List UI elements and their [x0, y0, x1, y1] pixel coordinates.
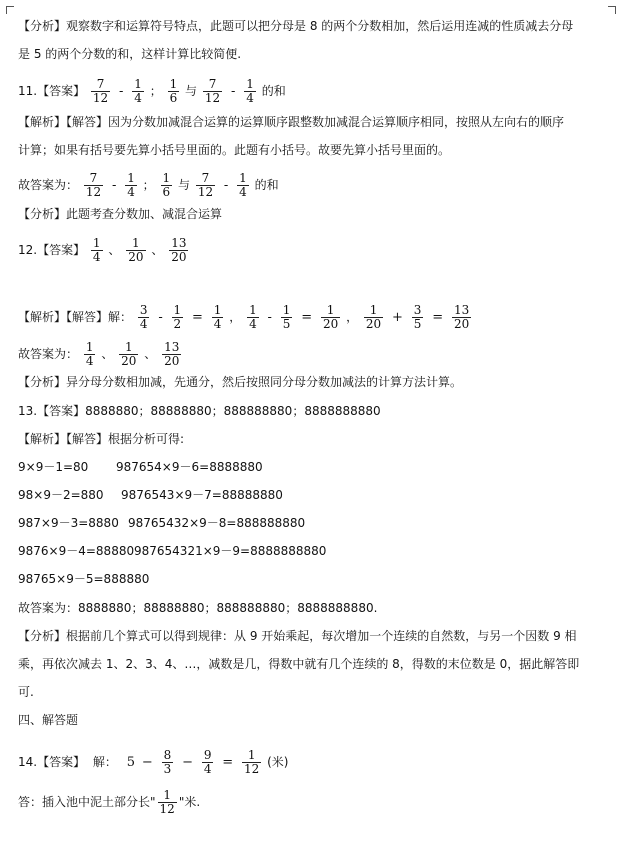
math-operator: −	[182, 755, 193, 770]
corner-mark-right	[608, 6, 616, 14]
fraction	[84, 341, 96, 368]
fraction	[364, 304, 383, 331]
q13-row-2	[18, 486, 283, 504]
q13-row-5	[18, 570, 149, 588]
fraction-numerator: 1	[163, 788, 171, 802]
text-span: 、	[108, 243, 121, 257]
fraction	[91, 237, 103, 264]
fraction-denominator: 5	[413, 317, 422, 331]
fraction-denominator: 4	[92, 250, 101, 264]
fraction-denominator: 20	[322, 317, 339, 331]
text-span: 5	[126, 755, 136, 770]
fraction-denominator: 4	[246, 91, 254, 105]
answer-label: 11.【答案】	[18, 84, 86, 98]
q11-explanation-line2: 计算；如果有括号要先算小括号里面的。此题有小括号。故要先算小括号里面的。	[18, 143, 451, 157]
fraction-denominator: 4	[127, 185, 135, 199]
math-operator: +	[392, 310, 403, 325]
fraction-denominator: 4	[249, 317, 257, 331]
fraction-numerator: 1	[162, 171, 171, 185]
fraction	[452, 304, 471, 331]
text-span: 9×9－1=80	[18, 460, 89, 474]
fraction-numerator: 7	[208, 77, 217, 91]
q12-answer	[18, 237, 190, 264]
q12-explanation	[18, 304, 473, 331]
fraction	[237, 172, 249, 199]
q11-so-answer	[18, 172, 279, 199]
fraction-numerator: 1	[369, 303, 378, 317]
fraction	[162, 341, 181, 368]
text-span: 答：插入池中泥土部分长"	[18, 795, 156, 809]
fraction	[203, 78, 222, 105]
fraction-denominator: 4	[239, 185, 247, 199]
text-span: 9876×9－4=88880	[18, 544, 135, 558]
q11-analysis: 【分析】此题考查分数加、减混合运算	[18, 207, 223, 221]
math-operator: =	[192, 310, 203, 325]
text-span: 9876543×9－7=88888880	[121, 488, 283, 502]
text-span: 【解析】【解答】解：	[18, 310, 133, 324]
fraction-denominator: 4	[134, 91, 142, 105]
math-operator: -	[119, 84, 124, 99]
fraction-numerator: 1	[247, 748, 256, 762]
fraction	[202, 749, 214, 776]
fraction-denominator: 20	[121, 354, 137, 368]
fraction	[119, 341, 138, 368]
q10-analysis-line2: 是 5 的两个分数的和，这样计算比较简便.	[18, 47, 242, 61]
text-span: ；	[149, 84, 162, 98]
fraction-numerator: 1	[249, 303, 257, 317]
fraction-denominator: 20	[453, 317, 470, 331]
fraction-numerator: 13	[453, 303, 470, 317]
fraction	[212, 304, 224, 331]
fraction-denominator: 12	[85, 185, 102, 199]
fraction-denominator: 12	[92, 91, 109, 105]
q14-reply	[18, 789, 200, 816]
text-span: 987×9－3=8880	[18, 516, 119, 530]
fraction	[321, 304, 340, 331]
fraction-numerator: 1	[132, 236, 140, 250]
math-operator: -	[223, 178, 229, 193]
q13-answer: 13.【答案】8888880；88888880；888888880；8888888880	[18, 404, 381, 418]
text-span: 、	[101, 347, 114, 361]
fraction-denominator: 12	[244, 762, 260, 776]
q13-analysis-line1: 【分析】根据前几个算式可以得到规律：从 9 开始乘起，每次增加一个连续的自然数，与另一个因数 9 相	[18, 629, 577, 643]
fraction-numerator: 1	[169, 77, 178, 91]
fraction-numerator: 1	[173, 303, 182, 317]
text-span: 的和	[261, 84, 286, 98]
fraction-denominator: 12	[204, 91, 221, 105]
fraction-numerator: 1	[85, 340, 94, 354]
fraction-numerator: 13	[164, 340, 180, 354]
answer-label: 12.【答案】	[18, 243, 86, 257]
fraction-denominator: 4	[203, 762, 212, 776]
fraction	[247, 304, 259, 331]
math-operator: =	[301, 310, 313, 325]
fraction-denominator: 20	[171, 250, 187, 264]
text-span: ，	[346, 310, 359, 324]
text-span: 、	[144, 347, 157, 361]
text-span: 98765×9－5=888880	[18, 572, 150, 586]
fraction	[281, 304, 293, 331]
fraction	[172, 304, 184, 331]
fraction-numerator: 1	[134, 77, 142, 91]
fraction-denominator: 20	[164, 354, 180, 368]
q13-analysis-line3: 可.	[18, 685, 34, 699]
text-span: 故答案为：	[18, 178, 79, 192]
fraction-numerator: 8	[163, 748, 172, 762]
fraction-denominator: 6	[162, 185, 171, 199]
math-operator: -	[231, 84, 236, 99]
fraction-denominator: 2	[173, 317, 182, 331]
fraction-denominator: 12	[197, 185, 214, 199]
fraction-numerator: 3	[413, 303, 422, 317]
fraction-numerator: 7	[201, 171, 210, 185]
q12-so-answer	[18, 341, 183, 368]
math-operator: =	[222, 755, 234, 770]
fraction-numerator: 7	[89, 171, 98, 185]
fraction	[168, 78, 180, 105]
q13-row-4	[18, 542, 326, 560]
q13-so-answer: 故答案为：8888880；88888880；888888880；8888888880.	[18, 601, 378, 615]
fraction	[126, 237, 145, 264]
fraction-denominator: 4	[213, 317, 222, 331]
math-operator: −	[141, 755, 153, 770]
text-span: 987654321×9－9=8888888880	[134, 544, 327, 558]
text-span: ；	[142, 178, 155, 192]
fraction-denominator: 20	[365, 317, 382, 331]
q13-explanation: 【解析】【解答】根据分析可得:	[18, 432, 185, 446]
fraction-numerator: 9	[203, 748, 212, 762]
text-span: 的和	[254, 178, 279, 192]
fraction-denominator: 3	[163, 762, 172, 776]
text-span: "米.	[178, 795, 201, 809]
section-title: 四、解答题	[18, 713, 79, 727]
fraction	[169, 237, 188, 264]
text-span: 98×9－2=880	[18, 488, 104, 502]
text-span: ，	[229, 310, 242, 324]
q14-answer	[18, 749, 289, 776]
fraction-denominator: 4	[139, 317, 148, 331]
fraction-numerator: 3	[139, 303, 148, 317]
fraction	[196, 172, 215, 199]
math-operator: -	[267, 310, 272, 325]
fraction-numerator: 7	[96, 77, 105, 91]
q13-row-3	[18, 514, 305, 532]
q10-analysis-line1: 【分析】观察数字和运算符号特点，此题可以把分母是 8 的两个分数相加，然后运用连减的性质减去分母	[18, 19, 574, 33]
fraction-numerator: 1	[127, 171, 135, 185]
q11-explanation-line1: 【解析】【解答】因为分数加减混合运算的运算顺序跟整数加减混合运算顺序相同，按照从左向右的顺序	[18, 115, 565, 129]
fraction-denominator: 4	[85, 354, 94, 368]
fraction-denominator: 6	[169, 91, 178, 105]
fraction	[91, 78, 110, 105]
text-span: (米)	[267, 755, 289, 769]
fraction-numerator: 1	[239, 171, 247, 185]
fraction	[161, 172, 173, 199]
fraction	[242, 749, 261, 776]
fraction	[138, 304, 150, 331]
math-operator: =	[432, 310, 444, 325]
math-operator: -	[158, 310, 163, 325]
fraction	[162, 749, 174, 776]
fraction-numerator: 1	[92, 236, 101, 250]
fraction-denominator: 5	[282, 317, 291, 331]
answer-label: 14.【答案】	[18, 755, 86, 769]
text-span: 与	[185, 84, 198, 98]
fraction-numerator: 1	[213, 303, 222, 317]
fraction-numerator: 13	[171, 236, 187, 250]
q13-row-1	[18, 458, 263, 476]
text-span: 解：	[92, 755, 117, 769]
corner-mark-left	[6, 6, 14, 14]
fraction-numerator: 1	[246, 77, 254, 91]
q13-analysis-line2: 乘，再依次减去 1、2、3、4、…，减数是几，得数中就有几个连续的 8，得数的末位数是 0，据此解答即	[18, 657, 580, 671]
text-span: 故答案为：	[18, 347, 79, 361]
fraction	[84, 172, 103, 199]
fraction-numerator: 1	[124, 340, 133, 354]
fraction	[125, 172, 137, 199]
text-span: 与	[177, 178, 190, 192]
text-span: 987654×9－6=8888880	[116, 460, 263, 474]
fraction	[132, 78, 144, 105]
fraction-denominator: 20	[128, 250, 144, 264]
fraction-numerator: 1	[326, 303, 335, 317]
fraction	[244, 78, 256, 105]
text-span: 、	[151, 243, 164, 257]
fraction-denominator: 12	[159, 802, 175, 816]
math-operator: -	[111, 178, 117, 193]
fraction-numerator: 1	[282, 303, 291, 317]
q12-analysis: 【分析】异分母分数相加减，先通分，然后按照同分母分数加减法的计算方法计算。	[18, 375, 463, 389]
text-span: 98765432×9－8=888888880	[128, 516, 306, 530]
q11-answer	[18, 78, 286, 105]
fraction	[412, 304, 424, 331]
fraction	[158, 789, 177, 816]
